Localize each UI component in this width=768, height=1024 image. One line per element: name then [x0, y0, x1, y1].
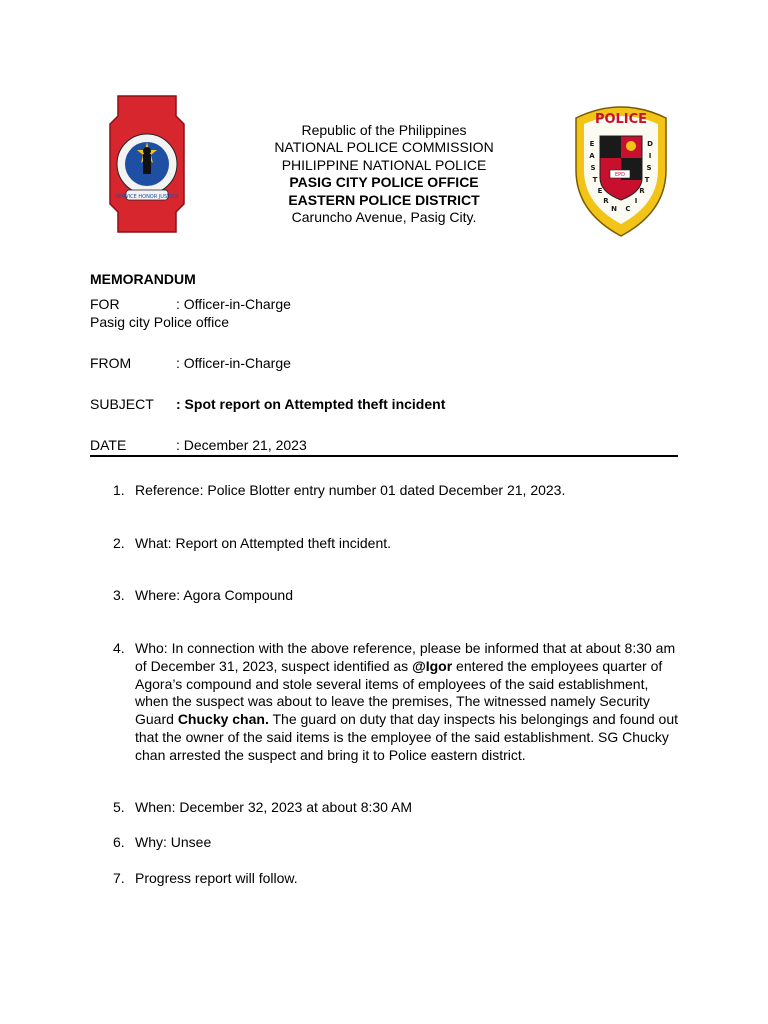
item-number: 3.	[113, 587, 125, 603]
item-number: 4.	[113, 640, 125, 656]
date-label: DATE	[90, 437, 127, 453]
svg-text:R: R	[639, 187, 645, 195]
eastern-police-district-patch-icon	[570, 100, 672, 238]
patch-title: POLICE	[594, 112, 648, 127]
item-progress: Progress report will follow.	[135, 870, 298, 886]
letterhead-pnp: PHILIPPINE NATIONAL POLICE	[281, 156, 487, 173]
svg-text:A: A	[589, 152, 595, 160]
who-text-part3: The guard on duty that day inspects his belongings and found out that the owner of the said items is the employee of the said establishment. SG Chucky chan arrested the suspect and bring it to Police eastern district.	[135, 711, 678, 763]
svg-text:C: C	[625, 205, 631, 213]
guard-name: Chucky chan.	[177, 711, 269, 728]
for-label: FOR	[90, 296, 120, 312]
svg-text:E: E	[589, 140, 595, 148]
item-why: Why: Unsee	[135, 834, 212, 850]
item-what: What: Report on Attempted theft incident.	[135, 535, 392, 551]
pnp-seal-motto: SERVICE HONOR JUSTICE	[115, 194, 179, 200]
letterhead	[234, 122, 534, 226]
item-reference: Reference: Police Blotter entry number 01 dated December 21, 2023.	[135, 482, 566, 498]
item-number: 1.	[113, 482, 125, 498]
svg-text:I: I	[634, 197, 638, 205]
svg-text:S: S	[646, 164, 652, 172]
item-number: 6.	[113, 834, 125, 850]
pnp-seal-icon	[108, 94, 186, 234]
item-number: 5.	[113, 799, 125, 815]
subject-label: SUBJECT	[90, 396, 154, 412]
for-value: : Officer-in-Charge	[176, 296, 291, 312]
letterhead-office: PASIG CITY POLICE OFFICE	[289, 174, 479, 191]
svg-text:N: N	[611, 205, 617, 213]
suspect-name: @Igor	[412, 657, 453, 674]
letterhead-district: EASTERN POLICE DISTRICT	[288, 191, 480, 208]
who-text-part1: Who: In connection with the above reference, please be informed that at about 8:30 am of December 31, 2023, suspect identified as	[135, 640, 676, 674]
svg-text:S: S	[590, 164, 596, 172]
svg-text:T: T	[644, 176, 650, 184]
svg-text:I: I	[648, 152, 652, 160]
for-value-line2: Pasig city Police office	[90, 314, 230, 330]
letterhead-address: Caruncho Avenue, Pasig City.	[291, 209, 477, 226]
svg-text:T: T	[592, 176, 598, 184]
item-when: When: December 32, 2023 at about 8:30 AM	[135, 799, 413, 815]
letterhead-napolcom: NATIONAL POLICE COMMISSION	[274, 139, 494, 156]
item-where: Where: Agora Compound	[135, 587, 293, 603]
patch-badge: EPD	[614, 172, 626, 178]
from-value: : Officer-in-Charge	[176, 355, 291, 371]
svg-text:D: D	[647, 140, 653, 148]
who-text-part2: entered the employees quarter of Agora’s compound and stole several items of employees of the said establishment, when the suspect was about to leave the premises, The witnessed namely Security Guard	[135, 657, 663, 728]
svg-text:R: R	[603, 197, 609, 205]
letterhead-republic: Republic of the Philippines	[301, 122, 467, 138]
item-number: 2.	[113, 535, 125, 551]
from-label: FROM	[90, 355, 132, 371]
subject-value: : Spot report on Attempted theft incident	[176, 396, 446, 412]
header-divider	[90, 455, 678, 457]
date-value: : December 21, 2023	[176, 437, 307, 453]
svg-text:E: E	[597, 187, 603, 195]
memo-title: MEMORANDUM	[90, 271, 196, 287]
item-number: 7.	[113, 870, 125, 886]
item-who	[135, 640, 680, 765]
